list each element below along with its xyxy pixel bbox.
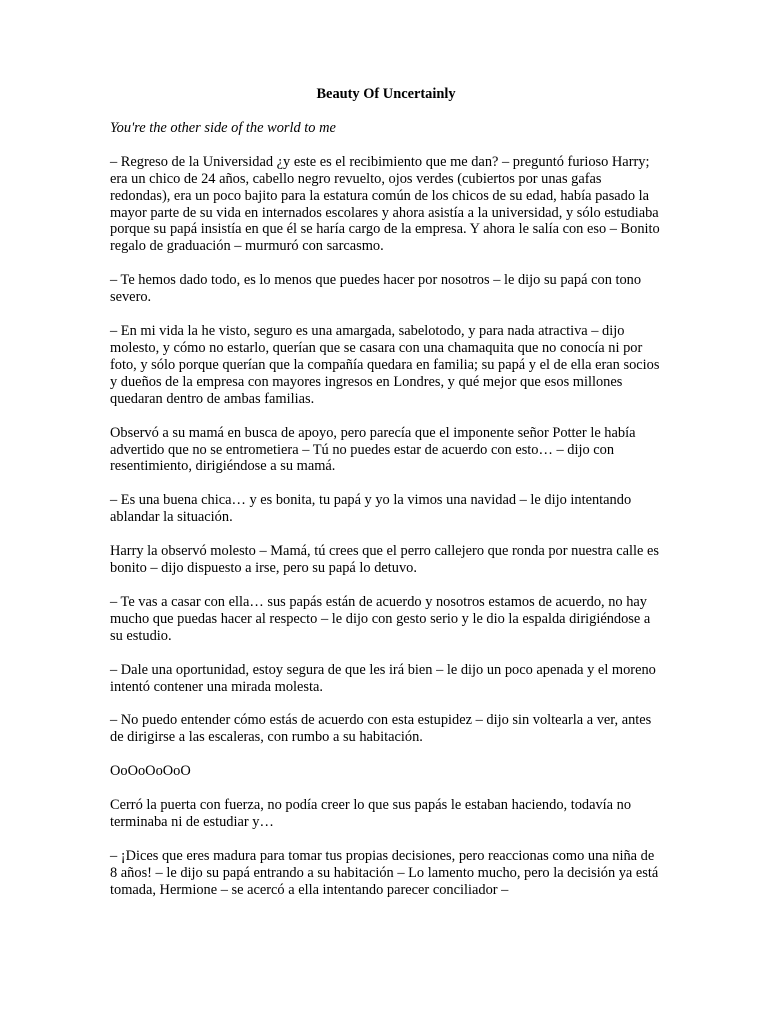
paragraph: Harry la observó molesto – Mamá, tú crees que el perro callejero que ronda por nuestra calle es bonito – dijo dispuesto a irse, pero su papá lo detuvo.	[110, 543, 660, 577]
paragraph: – ¡Dices que eres madura para tomar tus propias decisiones, pero reaccionas como una niña de 8 años! – le dijo su papá entrando a su habitación – Lo lamento mucho, pero la decisión ya está tomada, Hermione – se acercó a ella intentando parecer conciliador –	[110, 848, 659, 898]
paragraph: Observó a su mamá en busca de apoyo, pero parecía que el imponente señor Potter le había advertido que no se entrometiera – Tú no puedes estar de acuerdo con esto… – dijo con resentimiento, dirigiéndose a su mamá.	[110, 424, 636, 475]
document-title: Beauty Of Uncertainly	[316, 86, 456, 102]
document-subtitle: You're the other side of the world to me	[110, 119, 336, 136]
paragraph: – Te vas a casar con ella… sus papás están de acuerdo y nosotros estamos de acuerdo, no hay mucho que puedas hacer al respecto – le dijo con gesto serio y le dio la espalda dirigiéndose a su estudio.	[110, 593, 651, 644]
paragraph: – Dale una oportunidad, estoy segura de que les irá bien – le dijo un poco apenada y el moreno intentó contener una mirada molesta.	[110, 661, 656, 695]
paragraph: – No puedo entender cómo estás de acuerdo con esta estupidez – dijo sin voltearla a ver, antes de dirigirse a las escaleras, con rumbo a su habitación.	[110, 712, 652, 746]
paragraph: – Es una buena chica… y es bonita, tu papá y yo la vimos una navidad – le dijo intentando ablandar la situación.	[110, 492, 632, 526]
paragraph: – En mi vida la he visto, seguro es una amargada, sabelotodo, y para nada atractiva – dijo molesto, y cómo no estarlo, querían que se casara con una chamaquita que no conocía ni por foto, y sólo porque querían que la compañía quedara en familia; su papá y el de ella eran socios y dueños de la empresa con mayores ingresos en Londres, y qué mejor que esos millones quedaran dentro de ambas familias.	[110, 323, 660, 407]
paragraph: Cerró la puerta con fuerza, no podía creer lo que sus papás le estaban haciendo, todavía no terminaba ni de estudiar y…	[110, 797, 632, 831]
document-body	[110, 86, 662, 916]
paragraph: – Regreso de la Universidad ¿y este es el recibimiento que me dan? – preguntó furioso Harry; era un chico de 24 años, cabello negro revuelto, ojos verdes (cubiertos por unas gafas redondas), era un poco bajito para la estatura común de los chicos de su edad, había pasado la mayor parte de su vida en internados escolares y ahora asistía a la universidad, y sólo estudiaba porque su papá insistía en que él se haría cargo de la empresa. Y ahora le salía con eso – Bonito regalo de graduación – murmuró con sarcasmo.	[110, 153, 660, 255]
paragraph: – Te hemos dado todo, es lo menos que puedes hacer por nosotros – le dijo su papá con tono severo.	[110, 272, 642, 306]
scene-break: OoOoOoOoO	[110, 763, 191, 780]
